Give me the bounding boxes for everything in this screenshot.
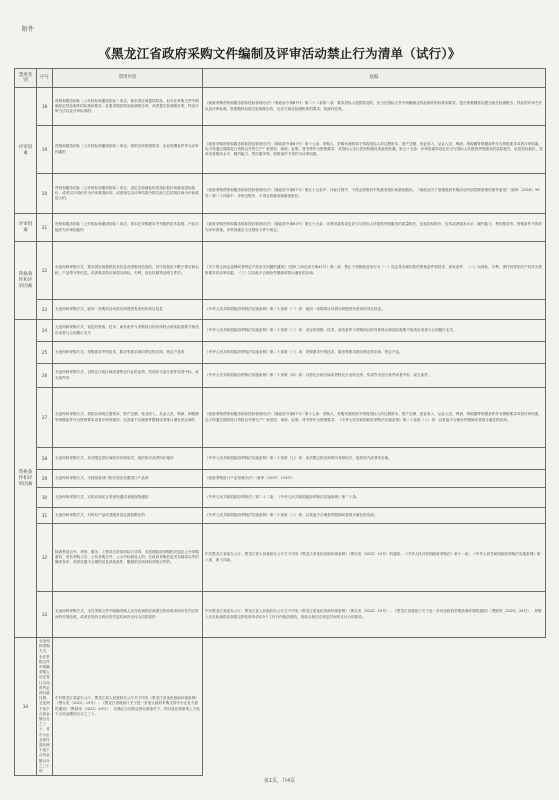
table-row bbox=[15, 448, 546, 470]
row-content: 无论何种采购方式，对所有产品或者服务设定最低限价的 bbox=[53, 508, 203, 524]
row-basis: 中共黑龙江省委办公厅、黑龙江省人民政府办公厅关于印发《黑龙江省优化营商环境条例》（黑办发〔2022〕15号）；《黑龙江省财政厅关于进一步加大政府采购支持中小企业力度的通知》（黑财采〔2022〕24号）：在确定合同的定预付款条件下，预付款比例原则上不低于合同金额的百分之三十。 bbox=[53, 638, 203, 776]
row-number: 28 bbox=[37, 448, 53, 470]
header-category: 禁用类别 bbox=[15, 69, 37, 88]
row-content: 无论何种采购方式，未在采购文件中明确采购人应在收到供应商提交的验收申请后在约定时间内开展验收，或者在验收合格后在约定时间内支付合同款项的 bbox=[53, 592, 203, 638]
table-row bbox=[15, 364, 546, 388]
row-basis: 《政府采购进口产品管理办法》（财库〔2007〕119号） bbox=[203, 470, 546, 488]
header-num: 序号 bbox=[37, 69, 53, 88]
prohibition-table bbox=[14, 68, 546, 776]
table-row bbox=[15, 214, 546, 242]
row-number: 23 bbox=[37, 300, 53, 320]
table-header-row bbox=[15, 69, 546, 88]
header-content: 禁用内容 bbox=[53, 69, 203, 88]
row-number: 24 bbox=[37, 320, 53, 342]
table-row bbox=[15, 320, 546, 342]
category-cell: 评审因素 bbox=[15, 88, 37, 214]
row-number: 20 bbox=[37, 174, 53, 214]
table-row bbox=[15, 638, 546, 776]
table-row bbox=[15, 508, 546, 524]
row-number: 27 bbox=[37, 388, 53, 448]
row-number: 21 bbox=[37, 214, 53, 242]
row-content: 无论何种采购方式，要求供应商提供技术信息或者股权信息的，其中包括但不限于供应商名称、产品型号等信息，或者要求供应商提交商标、专利、营业执照等证明文件的。 bbox=[53, 242, 203, 300]
row-basis: 《政府采购货物和服务招标投标管理办法》（财政部令第87号）第二十二条第二款：要求投标人提供样品的，应当在招标文件中明确规定样品制作的标准和要求、是否需要随样品提交相关检测报告、样品的评审方法以及评审标准。需要随样品提交检测报告的，还应当规定检测机构的要求、检测内容等。 bbox=[203, 88, 546, 126]
row-basis: 《政府采购货物和服务招标投标管理办法》（财政部令第87号）第五十五条中：评标过程中，不得去掉报价中的最高报价和最低报价。《财政部关于加强政府采购活动内部控制管理的指导意见》（财库〔2016〕99号）第二十四条中：评审过程中，不得去掉最高和最低报价。 bbox=[203, 174, 546, 214]
row-basis: 《中华人民共和国政府采购法实施条例》第二十条第（一）项：就同一采购项目向供应商提供有差别的项目信息。 bbox=[203, 300, 546, 320]
row-number: 19 bbox=[37, 126, 53, 174]
row-basis: 《政府采购货物和服务招标投标管理办法》（财政部令第87号）第十七条：采购人、采购代理机构不得将投标人的注册资本、资产总额、营业收入、从业人员、利润、纳税额等规模条件作为资格要求或者评审因素，也不得通过将除进口货物以外的生产厂家授权、承诺、证明、背书等作为资格要求，对投标人实行差别待遇或者歧视待遇。第五十五条：评审因素的设定应当与投标人所提供货物服务的质量相关，包括投标报价、技术或者服务水平、履约能力、售后服务等。资格条件不得作为评审因素。 bbox=[203, 126, 546, 174]
row-content: 无论何种采购方式，以特定行政区域或者特定行业的业绩、奖项作为加分条件或者中标、成交条件的 bbox=[53, 364, 203, 388]
row-content: 货物和服务招标（公开招标和邀请招标）项目，将供应商资格要求、企业规模条件作为评审因素的 bbox=[53, 126, 203, 174]
row-basis: 中共黑龙江省委办公厅、黑龙江省人民政府办公厅关于印发《黑龙江省优化营商环境条例》（黑办发〔2022〕15号）；《黑龙江省财政厅关于进一步优化政府采购营商环境的通知》（黑财采〔2022〕24号）：采购人应在收到供应商提交的验收申请后5个工作日内组织验收，验收合格后在规定时间内支付合同款项。 bbox=[203, 592, 546, 638]
row-basis: 中共黑龙江省委办公厅、黑龙江省人民政府办公厅关于印发《黑龙江省优化营商环境条例》（黑办发〔2022〕15号）的通知；《中华人民共和国政府采购法》第十一条；《中华人民共和国政府采购法实施条例》第八条、第十四条。 bbox=[203, 524, 546, 592]
row-number: 31 bbox=[37, 508, 53, 524]
row-number: 22 bbox=[37, 242, 53, 300]
table-row bbox=[15, 242, 546, 300]
header-basis: 依据 bbox=[203, 69, 546, 88]
row-basis: 《政府采购货物和服务招标投标管理办法》（财政部令第87号）第五十五条：评审因素的设定应当与投标人所提供货物服务的质量相关，包括投标报价、技术或者服务水平、履约能力、售后服务等。资格条件不得作为评审因素。评审因素应当在招标文件中规定。 bbox=[203, 214, 546, 242]
table-row bbox=[15, 388, 546, 448]
category-cell: 评审因素 bbox=[15, 214, 37, 242]
row-number: 29 bbox=[37, 470, 53, 488]
table-row bbox=[15, 88, 546, 126]
table-row bbox=[15, 592, 546, 638]
page-footer: 第1页，共4页 bbox=[263, 778, 296, 784]
row-content: 除涉密项目外，货物、服务、工程项目采用招标方式的，未按照政府采购相关规定公开采购意向、发布采购公告、公布采购文件、公示中标候选人的；在政府采购信息发布媒体以外的媒体发布、或者设置不合理的信息获取条件，限制供应商获取采购文件的。 bbox=[53, 524, 203, 592]
row-basis: 《中华人民共和国政府采购法实施条例》第二十条第（四）项：以特定行政区域或者特定行业的业绩、奖项作为加分条件或者中标、成交条件。 bbox=[203, 364, 546, 388]
row-basis: 《政府采购货物和服务招标投标管理办法》（财政部令第87号）第十七条：采购人、采购代理机构不得将投标人的注册资本、资产总额、营业收入、从业人员、利润、纳税额等规模条件作为资格要求或者评审因素，也不得通过将除进口货物以外的生产厂家授权、承诺、证明、背书等作为资格要求。《中华人民共和国政府采购法实施条例》第二十条第（八）项：以其他不合理条件限制或者排斥潜在供应商。 bbox=[203, 388, 546, 448]
row-content: 无论何种采购方式，设定的资格、技术、商务条件与采购项目的具体特点和实际需要不相适应或者与合同履行无关 bbox=[53, 320, 203, 342]
row-number: 18 bbox=[37, 88, 53, 126]
row-number: 26 bbox=[37, 364, 53, 388]
row-content: 货物和服务招标（公开招标和邀请招标）项目，要求供应商提供样品，但未在采购文件中明确规定样品制作的标准和要求，及要求提供样品检测报告的，或者提交检测报告的，样品评审方法以及评审标准的。 bbox=[53, 88, 203, 126]
row-basis: 《中华人民共和国政府采购法实施条例》第二十条第（三）项：采购需求中的技术、服务等要求指向特定供应商、特定产品。 bbox=[203, 342, 546, 364]
row-number: 25 bbox=[37, 342, 53, 364]
row-basis: 《关于禁止指定品牌或者特定产品有关问题的通知》（国家工商总局令第41号）第二条：禁止下列排他竞争行为（一）设定具有倾向性的资格条件和技术、商务条件，（二）以商标、专利、著作权等知识产权作为资格要求或评审因素，（三）以其他不合理条件限制或排斥潜在供应商。 bbox=[203, 242, 546, 300]
category-cell: 资格条件和评审因素 bbox=[15, 320, 37, 638]
row-content: 无论何种采购方式，非法限定供应商的所有制形式、组织形式或者所在地的 bbox=[53, 448, 203, 470]
table-row bbox=[15, 470, 546, 488]
row-content: 货物和服务招标（公开招标和邀请招标）项目，设定去掉最低价的投标报价和最高投标报价，或者以平均价作为评审基准价的，或者规定以评审结果中排名前几位的供应商为中标候选人的。 bbox=[53, 174, 203, 214]
row-number: 34 bbox=[15, 638, 37, 776]
row-number: 33 bbox=[37, 592, 53, 638]
table-row bbox=[15, 300, 546, 320]
table-row bbox=[15, 488, 546, 508]
row-content: 无论何种采购方式，对供应商实行差别待遇或者歧视待遇的 bbox=[53, 488, 203, 508]
row-content: 无论何种采购方式，采购需求中的技术、服务等要求指向特定供应商、特定产品的 bbox=[53, 342, 203, 364]
row-content: 无论何种采购方式，未在采购文件中明确采购人应在签订合同时约定预付款比例，且比例不低于合同金额百分之三十，对中小企业预付款比例不低于合同金额百分之三十的 bbox=[37, 638, 53, 776]
table-row bbox=[15, 126, 546, 174]
row-number: 32 bbox=[37, 524, 53, 592]
annex-label: 附件 bbox=[22, 26, 35, 33]
row-basis: 《中华人民共和国政府采购法实施条例》第二十条第（二）项：设定的资格、技术、商务条件与采购项目的具体特点和实际需要不相适应或者与合同履行无关。 bbox=[203, 320, 546, 342]
row-basis: 《中华人民共和国政府采购法实施条例》第二十条第（七）项：非法限定供应商的所有制形式、组织形式或者所在地。 bbox=[203, 448, 546, 470]
table-row bbox=[15, 342, 546, 364]
row-basis: 《中华人民共和国政府采购法实施条例》第二十条第（八）项：以其他不合理条件限制或者排斥潜在供应商。 bbox=[203, 508, 546, 524]
row-content: 无论何种采购方式，就同一采购项目向供应商提供有差别的项目信息 bbox=[53, 300, 203, 320]
row-basis: 《中华人民共和国政府采购法》第二十二条；《中华人民共和国政府采购法实施条例》第二十条。 bbox=[203, 488, 546, 508]
table-row bbox=[15, 174, 546, 214]
category-cell: 资格条件和评审因素 bbox=[15, 242, 37, 320]
row-content: 无论何种采购方式，未按财政部门相关规定设置进口产品的 bbox=[53, 470, 203, 488]
table-row bbox=[15, 524, 546, 592]
row-content: 货物和服务招标（公开招标和邀请招标）项目，将未在采购需求中列明的技术参数、产品功能作为评审因素的 bbox=[53, 214, 203, 242]
page-title: 《黑龙江省政府采购文件编制及评审活动禁止行为清单（试行）》 bbox=[98, 46, 461, 61]
row-content: 无论何种采购方式，将供应商的注册资本、资产总额、营业收入、从业人员、利润、纳税额等规模条件作为资格要求或者评审因素的，以其他不合理条件限制或者排斥潜在供应商的 bbox=[53, 388, 203, 448]
row-number: 30 bbox=[37, 488, 53, 508]
